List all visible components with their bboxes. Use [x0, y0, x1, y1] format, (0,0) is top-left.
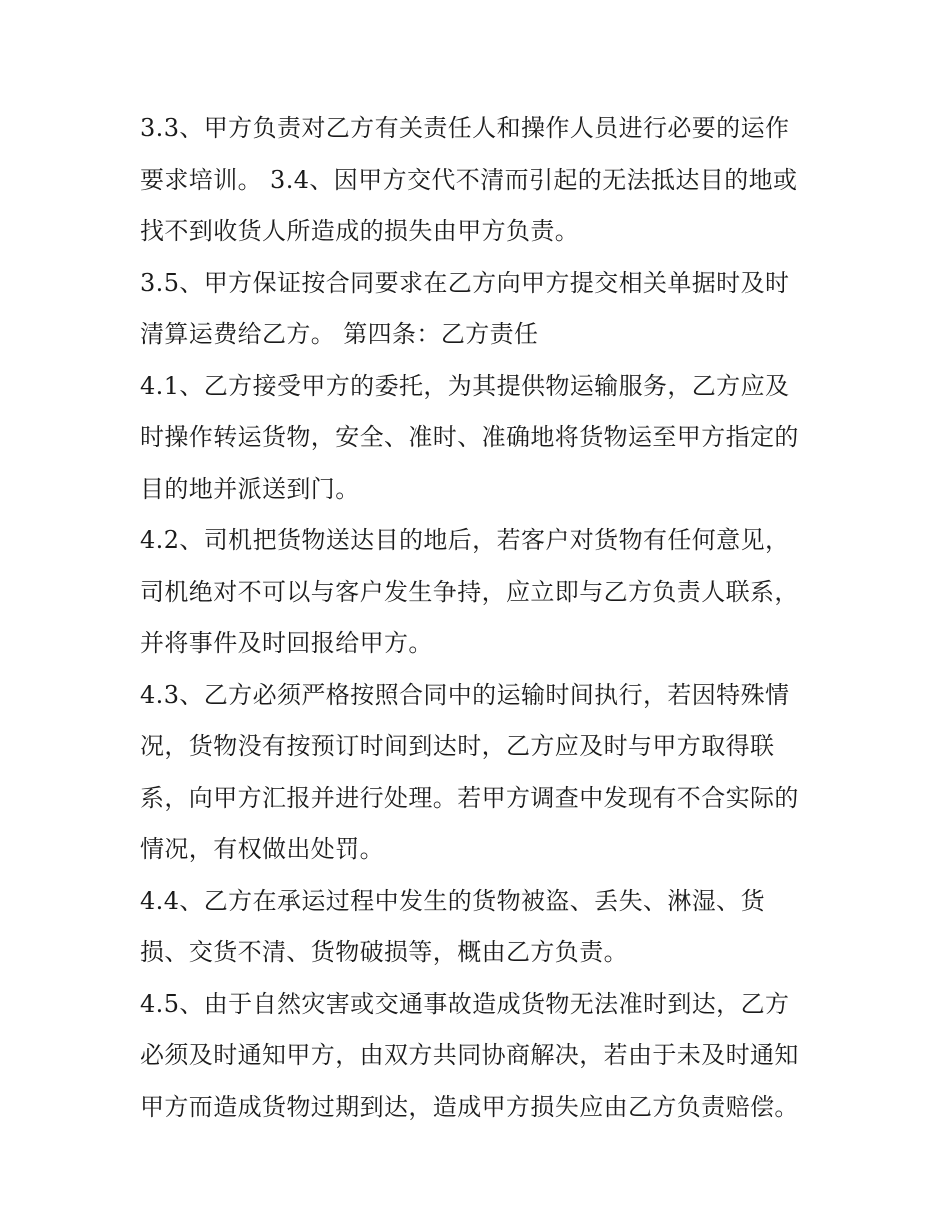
text-line: 损、交货不清、货物破损等，概由乙方负责。 — [140, 938, 628, 966]
text-line: 清算运费给乙方。 第四条：乙方责任 — [140, 320, 539, 348]
text-line: 4.2、司机把货物送达目的地后，若客户对货物有任何意见， — [140, 526, 790, 554]
text-line: 情况，有权做出处罚。 — [140, 835, 384, 863]
text-line: 4.1、乙方接受甲方的委托，为其提供物运输服务，乙方应及 — [140, 371, 790, 400]
text-line: 3.3、甲方负责对乙方有关责任人和操作人员进行必要的运作 — [140, 114, 790, 142]
text-line: 找不到收货人所造成的损失由甲方负责。 — [140, 217, 580, 245]
text-line: 目的地并派送到门。 — [140, 474, 360, 503]
text-line: 时操作转运货物，安全、准时、准确地将货物运至甲方指定的 — [140, 423, 799, 451]
text-line: 4.3、乙方必须严格按照合同中的运输时间执行，若因特殊情 — [140, 680, 790, 709]
text-line: 4.4、乙方在承运过程中发生的货物被盗、丢失、淋湿、货 — [140, 886, 765, 915]
text-line: 必须及时通知甲方，由双方共同协商解决，若由于未及时通知 — [140, 1041, 799, 1069]
text-line: 系，向甲方汇报并进行处理。若甲方调查中发现有不合实际的 — [140, 783, 799, 812]
text-line: 甲方而造成货物过期到达，造成甲方损失应由乙方负责赔偿。 — [140, 1092, 799, 1121]
contract-text — [140, 103, 820, 1133]
text-line: 况，货物没有按预订时间到达时，乙方应及时与甲方取得联 — [140, 732, 775, 760]
text-line: 4.5、由于自然灾害或交通事故造成货物无法准时到达，乙方 — [140, 989, 790, 1018]
text-line: 并将事件及时回报给甲方。 — [140, 629, 433, 657]
text-line: 司机绝对不可以与客户发生争持，应立即与乙方负责人联系， — [140, 577, 799, 606]
text-line: 3.5、甲方保证按合同要求在乙方向甲方提交相关单据时及时 — [140, 268, 790, 297]
text-line: 要求培训。 3.4、因甲方交代不清而引起的无法抵达目的地或 — [140, 165, 798, 194]
